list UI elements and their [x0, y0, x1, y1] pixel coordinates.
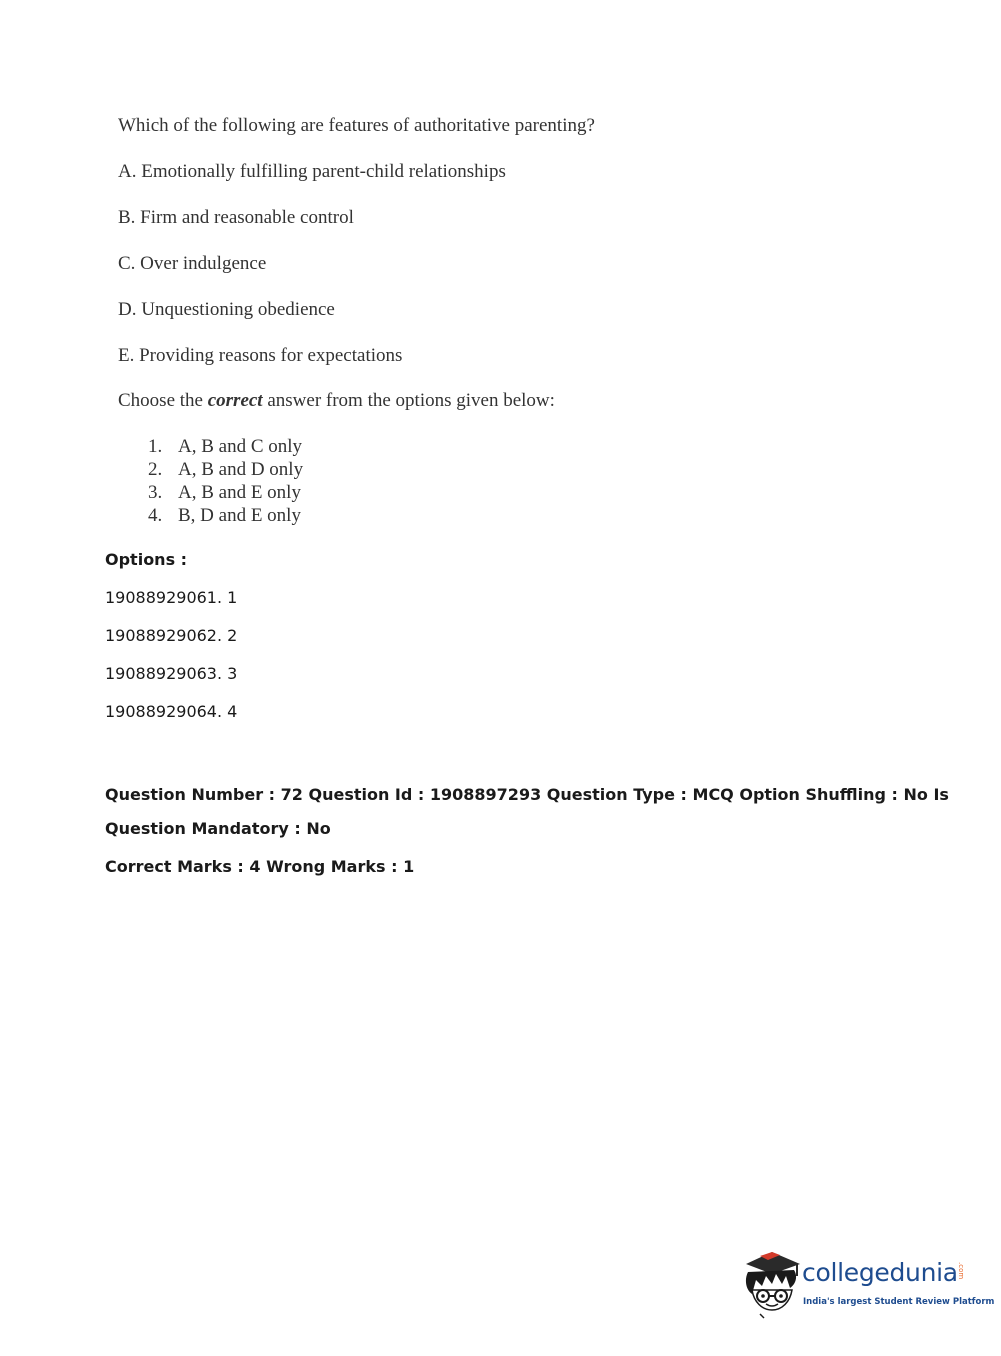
- choice-item: 1. A, B and C only: [148, 436, 303, 457]
- instruction-before: Choose the: [118, 390, 208, 411]
- answer-choices: [148, 435, 303, 527]
- collegedunia-logo: [742, 1250, 995, 1320]
- statement-d: D. Unquestioning obedience: [118, 299, 335, 320]
- option-item: 19088929062. 2: [105, 626, 238, 645]
- answer-instruction: [118, 389, 555, 413]
- logo-wordmark: collegedunia: [802, 1258, 958, 1287]
- instruction-emphasis: correct: [207, 390, 263, 411]
- choice-item: 3. A, B and E only: [148, 482, 301, 503]
- instruction-after: answer from the options given below:: [262, 390, 555, 411]
- option-item: 19088929064. 4: [105, 702, 238, 721]
- question-meta-line1: Question Number : 72 Question Id : 1908897293 Question Type : MCQ Option Shuffling : No Is: [105, 785, 949, 804]
- statement-a: A. Emotionally fulfilling parent-child relationships: [118, 161, 506, 182]
- question-meta-line3: Correct Marks : 4 Wrong Marks : 1: [105, 857, 415, 876]
- statement-e: E. Providing reasons for expectations: [118, 345, 403, 366]
- mascot-icon: [742, 1250, 804, 1320]
- option-item: 19088929063. 3: [105, 664, 238, 683]
- logo-tagline: India's largest Student Review Platform: [803, 1297, 995, 1307]
- options-heading: Options :: [105, 550, 188, 569]
- statement-b: B. Firm and reasonable control: [118, 207, 354, 228]
- choice-item: 4. B, D and E only: [148, 505, 301, 526]
- choice-item: 2. A, B and D only: [148, 459, 304, 480]
- logo-domain-suffix: .com: [957, 1262, 965, 1280]
- question-prompt: Which of the following are features of authoritative parenting?: [118, 115, 595, 136]
- question-meta-line2: Question Mandatory : No: [105, 819, 331, 838]
- option-item: 19088929061. 1: [105, 588, 238, 607]
- statement-c: C. Over indulgence: [118, 253, 267, 274]
